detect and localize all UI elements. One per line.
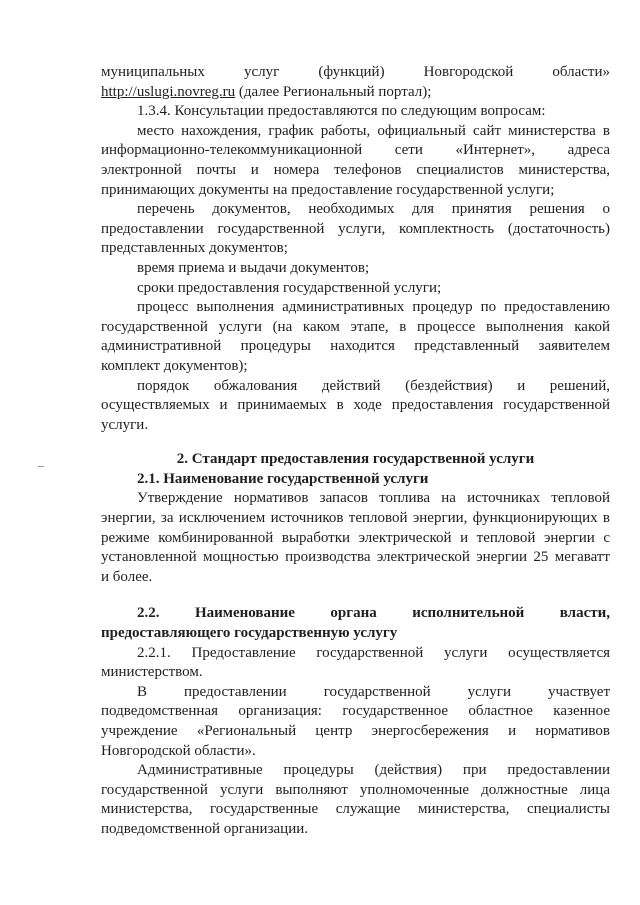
text-line: министерством. <box>101 664 203 681</box>
text-line: административной процедуры находится представленный заявителем <box>101 338 610 355</box>
text-line: осуществляемых и принимаемых в ходе предоставления государственной <box>101 397 610 414</box>
text-line: и более. <box>101 568 153 585</box>
text-line: установленной мощностью производства электрической энергии 25 мегаватт <box>101 549 610 566</box>
text-line: Административные процедуры (действия) при предоставлении <box>137 762 610 779</box>
text-line: информационно-телекоммуникационной сети «Интернет», адреса <box>101 142 610 159</box>
spacer <box>101 587 610 604</box>
text-line: сроки предоставления государственной услуги; <box>137 279 442 296</box>
text-line: время приема и выдачи документов; <box>137 259 370 276</box>
text-line: учреждение «Региональный центр энергосбережения и нормативов <box>101 723 610 739</box>
heading-2-2: 2.2. Наименование органа исполнительной власти, <box>137 605 610 622</box>
document-body <box>101 63 610 840</box>
text-line: представленных документов; <box>101 240 288 257</box>
text-line: услуги. <box>101 416 149 433</box>
text-line: режиме комбинированной выработки электрической и тепловой энергии с <box>101 529 610 546</box>
text-line: 2.2.1. Предоставление государственной услуги осуществляется <box>137 644 610 661</box>
text-line <box>101 83 610 103</box>
text-line: подведомственной организации. <box>101 820 308 837</box>
text-line: Новгородской области». <box>101 742 256 759</box>
text-line: муниципальных услуг (функций) Новгородской области» <box>101 64 610 80</box>
section-2-title: 2. Стандарт предоставления государственной услуги <box>176 451 535 468</box>
text-line: перечень документов, необходимых для принятия решения о <box>137 201 610 218</box>
text-fragment: (далее Региональный портал); <box>235 83 432 100</box>
text-line: государственной услуги выполняют уполномоченные должностные лица <box>101 781 610 798</box>
paragraph-1-3-4: 1.3.4. Консультации предоставляются по следующим вопросам: <box>137 103 546 120</box>
heading-2-2-continued: предоставляющего государственную услугу <box>101 625 398 642</box>
text-line: комплект документов); <box>101 357 248 374</box>
text-line: принимающих документы на предоставление государственной услуги; <box>101 181 555 198</box>
text-line: порядок обжалования действий (бездействия) и решений, <box>137 377 610 394</box>
text-line: В предоставлении государственной услуги участвует <box>137 683 610 700</box>
text-line: министерства, государственные служащие министерства, специалисты <box>101 801 610 818</box>
text-line: электронной почты и номера телефонов специалистов министерства, <box>101 161 610 178</box>
regional-portal-link[interactable]: http://uslugi.novreg.ru <box>101 83 236 100</box>
text-line: Утверждение нормативов запасов топлива на источниках тепловой <box>137 490 610 507</box>
text-line: процесс выполнения административных процедур по предоставлению <box>137 299 610 316</box>
heading-2-1: 2.1. Наименование государственной услуги <box>137 470 429 487</box>
margin-mark <box>38 466 44 467</box>
spacer <box>101 435 610 450</box>
text-line: подведомственная организация: государственное областное казенное <box>101 703 610 720</box>
text-line: предоставлении государственной услуги, комплектность (достаточность) <box>101 220 610 237</box>
text-line: место нахождения, график работы, официальный сайт министерства в <box>137 122 610 139</box>
text-line: государственной услуги (на каком этапе, в процессе выполнения какой <box>101 318 610 335</box>
text-line: энергии, за исключением источников тепловой энергии, функционирующих в <box>101 510 610 527</box>
